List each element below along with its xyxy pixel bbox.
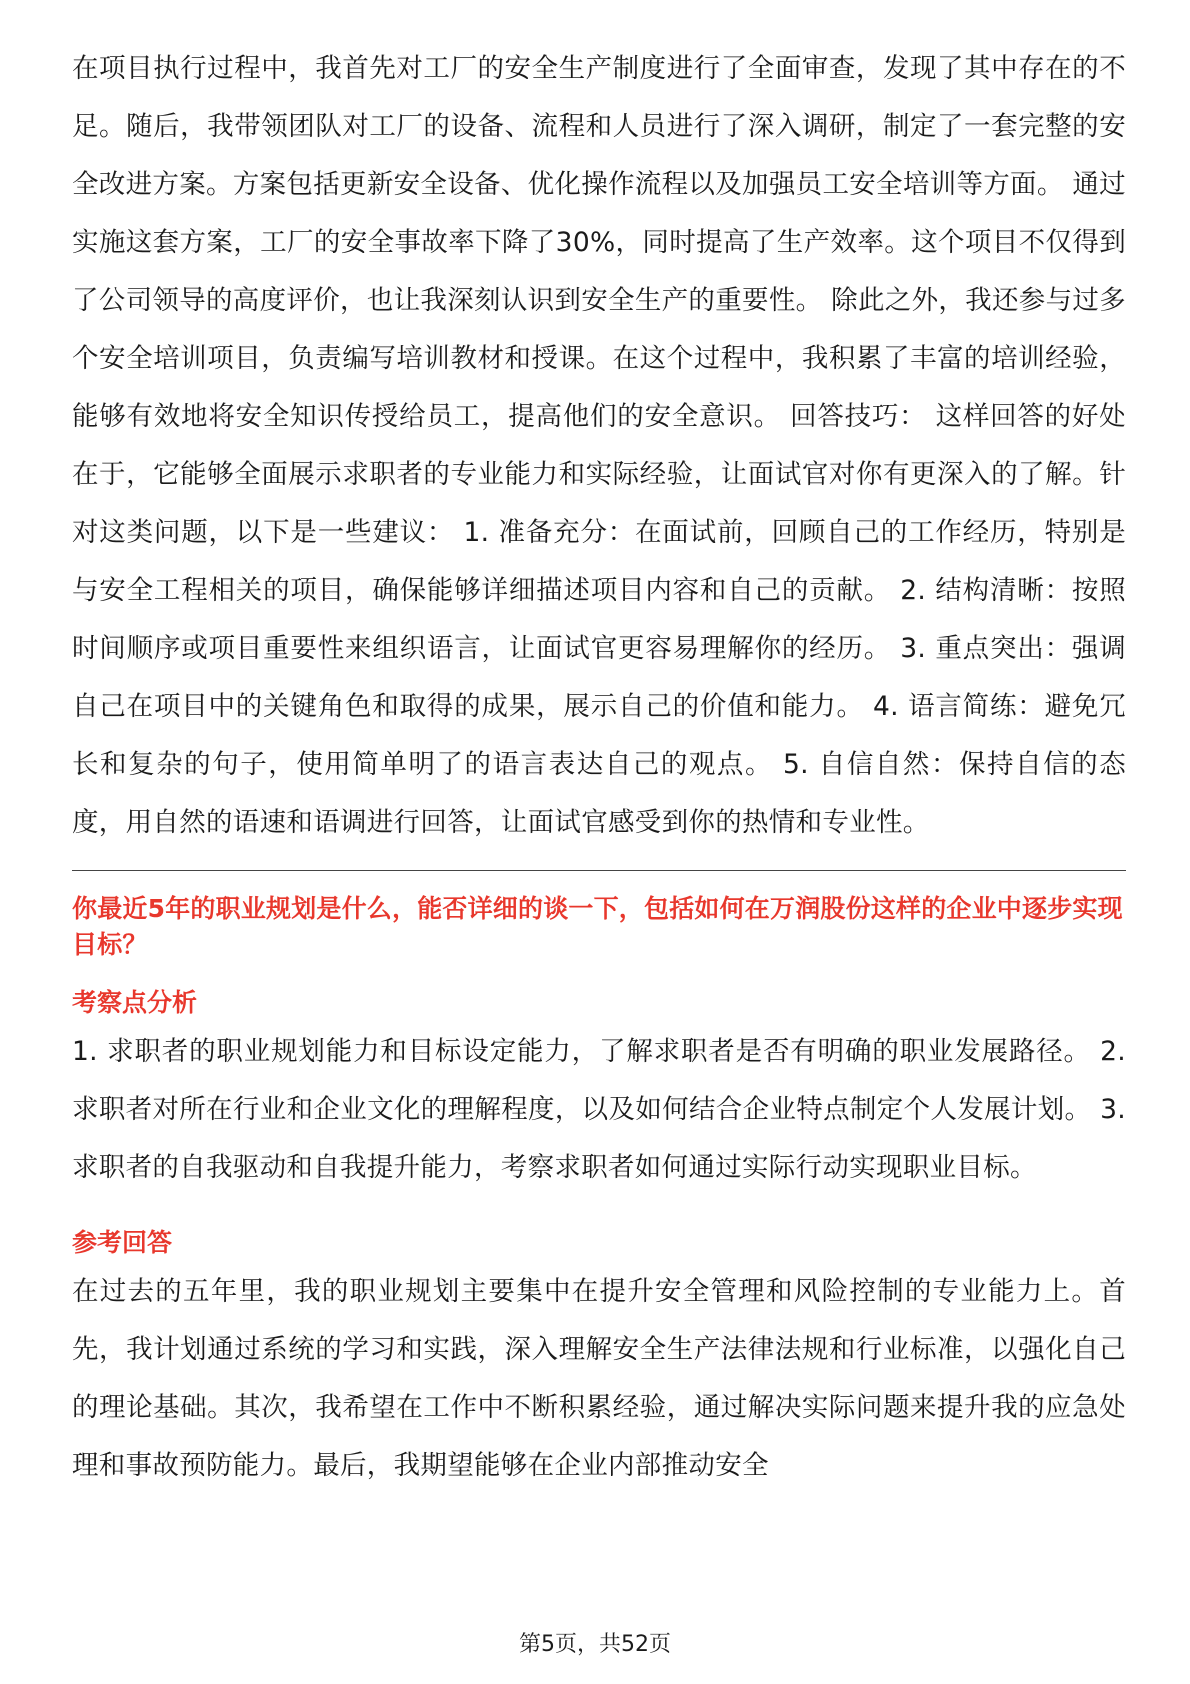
interview-question: 你最近5年的职业规划是什么，能否详细的谈一下，包括如何在万润股份这样的企业中逐步实现目标？	[72, 894, 1123, 959]
intro-paragraph: 在项目执行过程中，我首先对工厂的安全生产制度进行了全面审查，发现了其中存在的不足。随后，我带领团队对工厂的设备、流程和人员进行了深入调研，制定了一套完整的安全改进方案。方案包括更新安全设备、优化操作流程以及加强员工安全培训等方面。 通过实施这套方案，工厂的安全事故率下降了30%，同时提高了生产效率。这个项目不仅得到了公司领导的高度评价，也让我深刻认识到安全生产的重要性。 除此之外，我还参与过多个安全培训项目，负责编写培训教材和授课。在这个过程中，我积累了丰富的培训经验，能够有效地将安全知识传授给员工，提高他们的安全意识。 回答技巧： 这样回答的好处在于，它能够全面展示求职者的专业能力和实际经验，让面试官对你有更深入的了解。针对这类问题，以下是一些建议： 1. 准备充分：在面试前，回顾自己的工作经历，特别是与安全工程相关的项目，确保能够详细描述项目内容和自己的贡献。 2. 结构清晰：按照时间顺序或项目重要性来组织语言，让面试官更容易理解你的经历。 3. 重点突出：强调自己在项目中的关键角色和取得的成果，展示自己的价值和能力。 4. 语言简练：避免冗长和复杂的句子，使用简单明了的语言表达自己的观点。 5. 自信自然：保持自信的态度，用自然的语速和语调进行回答，让面试官感受到你的热情和专业性。	[72, 53, 1126, 838]
analysis-heading: 考察点分析	[72, 988, 198, 1017]
analysis-text: 1. 求职者的职业规划能力和目标设定能力，了解求职者是否有明确的职业发展路径。 2. 求职者对所在行业和企业文化的理解程度，以及如何结合企业特点制定个人发展计划。 3. 求职者的自我驱动和自我提升能力，考察求职者如何通过实际行动实现职业目标。	[72, 1036, 1126, 1183]
answer-heading: 参考回答	[72, 1228, 173, 1257]
section-divider	[72, 870, 1126, 871]
page-number: 第5页，共52页	[519, 1632, 671, 1657]
answer-text: 在过去的五年里，我的职业规划主要集中在提升安全管理和风险控制的专业能力上。首先，我计划通过系统的学习和实践，深入理解安全生产法律法规和行业标准，以强化自己的理论基础。其次，我希望在工作中不断积累经验，通过解决实际问题来提升我的应急处理和事故预防能力。最后，我期望能够在企业内部推动安全	[72, 1276, 1126, 1481]
page-content	[72, 40, 1126, 1495]
